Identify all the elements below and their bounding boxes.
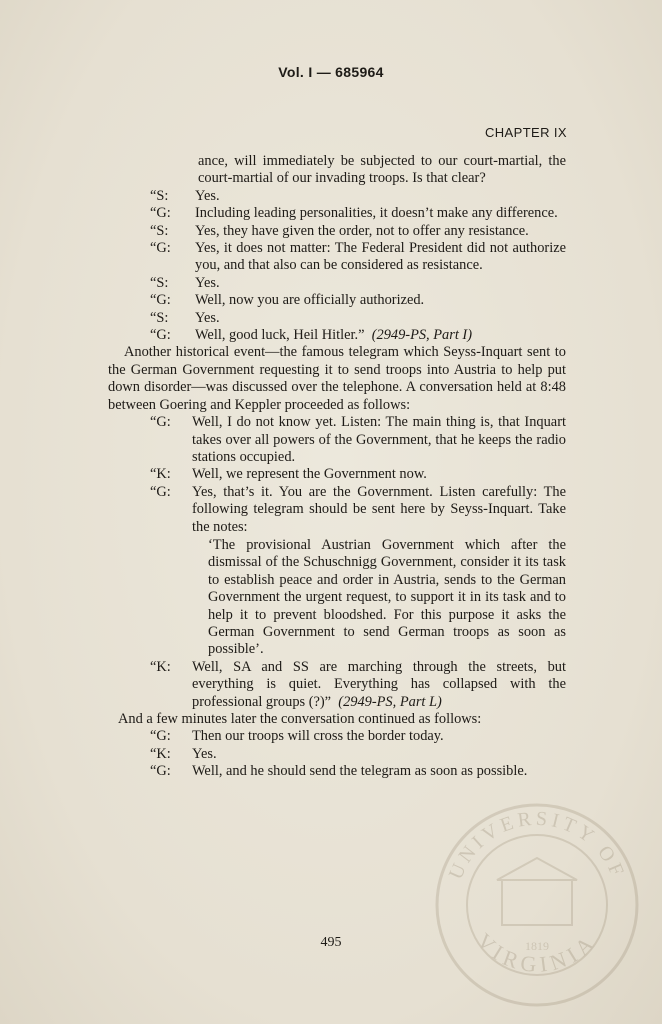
dialogue-line (150, 292, 566, 309)
speaker: “G: (150, 414, 171, 431)
dialogue-block-4 (108, 728, 566, 780)
speaker: “K: (150, 745, 171, 762)
telegram-quote: ‘The provisional Austrian Government which after the dismissal of the Schuschnigg Government, consider it its task to establish peace and order in Austria, sends to the German Government the urgent request, to support it in its task and to help it to prevent bloodshed. For this purpose it asks the German Government to send German troops as soon as possible’. (208, 536, 566, 658)
dialogue-text: Yes. (195, 309, 220, 326)
citation: (2949-PS, Part I) (371, 327, 473, 344)
dialogue-text: Including leading personalities, it doesn’t make any difference. (195, 205, 558, 222)
seal-text-bottom: VIRGINIA (471, 928, 603, 978)
dialogue-line (150, 275, 566, 292)
speaker: “G: (150, 483, 171, 500)
dialogue-text: Yes. (195, 187, 220, 204)
dialogue-line (150, 188, 566, 205)
speaker: “S: (150, 187, 169, 204)
dialogue-line (150, 763, 566, 780)
dialogue-line (150, 728, 566, 745)
dialogue-text: Yes. (195, 274, 220, 291)
dialogue-line (150, 659, 566, 711)
dialogue-line (150, 746, 566, 763)
dialogue-line (150, 310, 566, 327)
running-header: Vol. I — 685964 (278, 64, 384, 80)
body-text (108, 153, 566, 781)
dialogue-text: Well, I do not know yet. Listen: The main thing is, that Inquart takes over all powers of the Government, that he keeps the radio stations occupied. (192, 414, 566, 465)
speaker: “K: (150, 466, 171, 483)
dialogue-text: Yes, that’s it. You are the Government. Listen carefully: The following telegram should be sent here by Seyss-Inquart. Take the notes: (192, 483, 566, 535)
dialogue-block-1 (108, 188, 566, 345)
seal-text-top: UNIVERSITY OF (444, 807, 630, 883)
continuation-text: ance, will immediately be subjected to our court-martial, the court-martial of our invading troops. Is that clear? (198, 153, 566, 187)
dialogue-line (150, 240, 566, 275)
speaker: “G: (150, 292, 171, 309)
dialogue-text: Well, and he should send the telegram as soon as possible. (192, 763, 528, 780)
dialogue-line (150, 414, 566, 466)
dialogue-line (150, 466, 566, 483)
speaker: “G: (150, 240, 171, 257)
narrative-paragraph: And a few minutes later the conversation continued as follows: (118, 711, 482, 727)
dialogue-line (150, 327, 566, 344)
dialogue-line (150, 484, 566, 536)
svg-text:UNIVERSITY OF (445, 808, 630, 883)
dialogue-text: Well, now you are officially authorized. (195, 292, 425, 309)
dialogue-text: Yes, it does not matter: The Federal President did not authorize you, and that also can be considered as resistance. (195, 240, 566, 274)
dialogue-text: Yes, they have given the order, not to offer any resistance. (195, 222, 529, 239)
university-seal-watermark (432, 800, 642, 1010)
speaker: “G: (150, 763, 171, 780)
speaker: “K: (150, 658, 171, 675)
speaker: “G: (150, 728, 171, 745)
speaker: “S: (150, 274, 169, 291)
seal-year: 1819 (525, 939, 549, 953)
dialogue-block-2 (108, 414, 566, 536)
dialogue-text: Yes. (192, 745, 217, 762)
page-number: 495 (320, 935, 342, 950)
citation: (2949-PS, Part L) (338, 693, 442, 710)
speaker: “G: (150, 205, 171, 222)
narrative-paragraph: Another historical event—the famous telegram which Seyss-Inquart sent to the German Government requesting it to send troops into Austria to help put down disorder—was discussed over the telephone. A conversation held at 8:48 between Goering and Keppler proceeded as follows: (108, 344, 566, 413)
dialogue-block-3 (108, 659, 566, 711)
speaker: “S: (150, 222, 169, 239)
dialogue-text: Then our troops will cross the border today. (192, 728, 444, 745)
speaker: “G: (150, 327, 171, 344)
dialogue-line (150, 223, 566, 240)
chapter-heading: CHAPTER IX (484, 125, 567, 140)
dialogue-text: Well, SA and SS are marching through the streets, but everything is quiet. Everything has collapsed with the professional groups (?)” (192, 658, 566, 710)
speaker: “S: (150, 309, 169, 326)
dialogue-line (150, 205, 566, 222)
dialogue-text: Well, we represent the Government now. (192, 466, 427, 483)
dialogue-text: Well, good luck, Heil Hitler.” (195, 327, 365, 344)
